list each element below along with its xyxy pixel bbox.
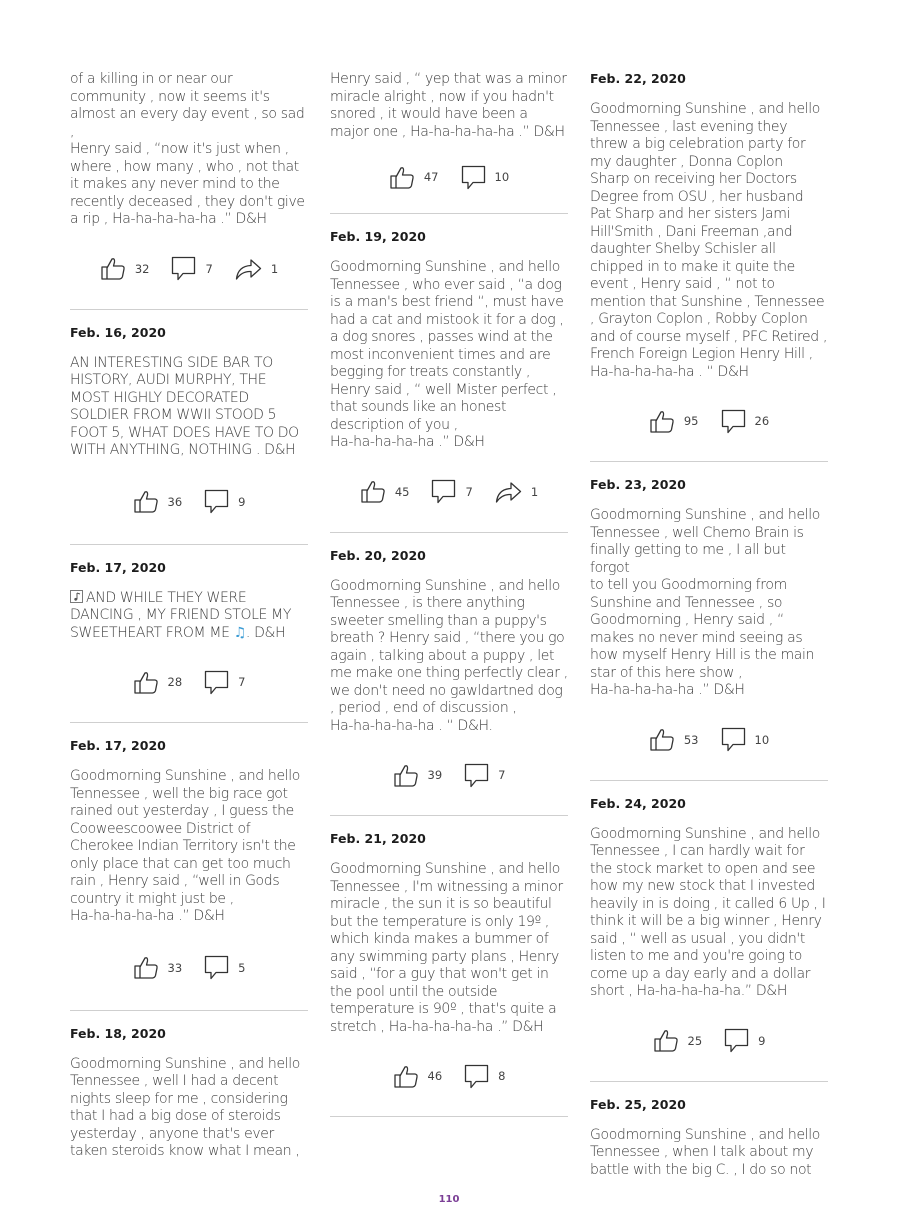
reaction-bar [330,735,568,815]
comment-stat[interactable] [464,1064,505,1089]
post-text: Henry said , “ yep that was a minor miracle alright , now if you hadn't snored , it would have been a major one , Ha-ha-ha-ha-ha .” D&H [330,71,567,140]
comment-count: 7 [238,675,246,689]
post-text: Goodmorning Sunshine , and hello Tennessee , who ever said , “a dog is a man's best friend “, must have had a cat and mistook it for a dog , a dog snores , passes wind at the most inconvenient times and are begging for treats constantly , Henry said , “ well Mister perfect , that sounds like an honest description of you , Ha-ha-ha-ha-ha .” D&H [330,259,564,450]
comment-bubble-icon[interactable] [721,409,746,434]
share-stat[interactable] [235,257,278,281]
post [70,325,308,545]
thumbs-up-icon[interactable] [133,670,159,695]
comment-stat[interactable] [464,763,505,788]
like-stat[interactable] [393,1064,443,1089]
comment-count: 10 [754,732,770,747]
comment-count: 5 [238,960,246,975]
comment-stat[interactable] [171,256,212,281]
thumbs-up-icon[interactable] [133,955,159,980]
like-count: 95 [683,414,699,428]
post-date: Feb. 17, 2020 [70,559,166,575]
comment-bubble-icon[interactable] [204,955,229,980]
thumbs-up-icon[interactable] [653,1028,679,1053]
post-date: Feb. 19, 2020 [330,229,426,244]
like-stat[interactable] [133,670,183,695]
like-count: 45 [394,484,410,499]
comment-stat[interactable] [721,409,770,434]
post [330,71,568,214]
divider [330,815,568,816]
post-date: Feb. 25, 2020 [590,1096,686,1112]
like-stat[interactable] [393,763,443,788]
reaction-bar [330,141,568,213]
post-date: Feb. 20, 2020 [330,547,426,563]
thumbs-up-icon[interactable] [649,409,675,434]
post-text: of a killing in or near our community , now it seems it's almost an every day event , so sad , Henry said , “now it's just when , where , how many , who , not that it makes any never mind to the recently deceased , they don't give a rip , Ha-ha-ha-ha-ha .” D&H [70,71,305,227]
comment-count: 9 [758,1033,766,1048]
post [330,548,568,817]
like-count: 25 [687,1033,703,1048]
post-text-end: . D&H [245,624,286,641]
post-date: Feb. 18, 2020 [70,1025,166,1041]
share-arrow-icon[interactable] [235,257,262,281]
comment-count: 7 [498,768,506,782]
post [330,831,568,1117]
share-stat[interactable] [495,480,538,504]
like-stat[interactable] [653,1028,703,1053]
reaction-bar [330,452,568,532]
post [590,477,828,781]
share-arrow-icon[interactable] [495,480,522,504]
like-stat[interactable] [649,409,699,434]
like-count: 53 [683,732,699,747]
post [70,738,308,1011]
post-text [70,590,308,643]
like-count: 32 [134,261,150,276]
post-text: Goodmorning Sunshine , and hello Tennessee , when I talk about my battle with the big C. , I do so not [590,1126,821,1178]
comment-count: 26 [754,414,770,428]
comment-stat[interactable] [204,670,245,695]
music-note-icon: ♫ [233,624,246,641]
like-count: 46 [427,1069,443,1083]
thumbs-up-icon[interactable] [360,479,386,504]
comment-stat[interactable] [721,727,770,752]
divider [330,213,568,214]
like-stat[interactable] [389,165,439,190]
column-2 [330,60,568,1117]
like-count: 28 [167,675,183,689]
thumbs-up-icon[interactable] [649,727,675,752]
comment-stat[interactable] [204,955,245,980]
post [330,229,568,533]
comment-count: 7 [465,484,473,499]
post-text: AN INTERESTING SIDE BAR TO HISTORY, AUDI MURPHY, THE MOST HIGHLY DECORATED SOLDIER FROM WWII STOOD 5 FOOT 5, WHAT DOES HAVE TO DO WITH ANYTHING, NOTHING . D&H [70,354,299,458]
reaction-bar [590,381,828,461]
comment-bubble-icon[interactable] [171,256,196,281]
reaction-bar [330,1036,568,1116]
column-3 [590,60,828,1179]
comment-stat[interactable] [431,479,472,504]
post-date: Feb. 21, 2020 [330,831,426,846]
thumbs-up-icon[interactable] [393,1064,419,1089]
page-number: 110 [438,1194,460,1205]
like-stat[interactable] [133,955,183,980]
post-date: Feb. 24, 2020 [590,795,686,811]
post [70,71,308,310]
comment-bubble-icon[interactable] [464,763,489,788]
comment-count: 10 [494,170,510,184]
post-text: Goodmorning Sunshine , and hello Tennessee , well Chemo Brain is finally getting to me , I all but forgot to tell you Goodmorning from Sunshine and Tennessee , so Goodmorning , Henry said , “ makes no never mind seeing as how myself Henry Hill is the main star of this here show , Ha-ha-ha-ha-ha .” D&H [590,507,821,698]
comment-bubble-icon[interactable] [204,489,229,514]
post [590,71,828,462]
divider [70,309,308,310]
reaction-bar [70,229,308,309]
reaction-bar [590,1001,828,1081]
comment-stat[interactable] [724,1028,765,1053]
like-stat[interactable] [360,479,410,504]
divider [590,461,828,462]
post-date: Feb. 22, 2020 [590,71,686,86]
post-text: Goodmorning Sunshine , and hello Tennessee , I'm witnessing a minor miracle , the sun it is so beautiful but the temperature is only 19º , which kinda makes a bummer of any swimming party plans , Henry said , “for a guy that won't get in the pool until the outside temperature is 90º , that's quite a stretch , Ha-ha-ha-ha-ha .” D&H [330,861,563,1035]
reaction-bar [590,700,828,780]
musical-score-icon [70,590,83,603]
post-text-body: AND WHILE THEY WERE DANCING , MY FRIEND STOLE MY SWEETHEART FROM ME [70,589,292,641]
post-text: Goodmorning Sunshine , and hello Tennessee , well the big race got rained out yesterday , I guess the Cooweescoowee District of Cherokee Indian Territory isn't the only place that can get too much rain , Henry said , “well in Gods country it might just be , Ha-ha-ha-ha-ha .” D&H [70,768,301,924]
thumbs-up-icon[interactable] [133,489,159,514]
like-count: 33 [167,960,183,975]
divider [330,1116,568,1117]
share-count: 1 [530,484,539,499]
divider [590,1081,828,1082]
like-stat[interactable] [100,256,150,281]
post-text: Goodmorning Sunshine , and hello Tennessee , last evening they threw a big celebration party for my daughter , Donna Coplon Sharp on receiving her Doctors Degree from OSU , her husband Pat Sharp and her sisters Jami Hill'Smith , Dani Freeman ,and daughter Shelby Schisler all chipped in to make it quite the event , Henry said , “ not to mention that Sunshine , Tennessee , Grayton Coplon , Robby Coplon and of course myself , PFC Retired , French Foreign Legion Henry Hill , Ha-ha-ha-ha-ha . “ D&H [590,101,828,380]
post-text: Goodmorning Sunshine , and hello Tennessee , well I had a decent nights sleep for me , considering that I had a big dose of steroids yesterday , anyone that's ever taken steroids know what I mean , [70,1055,301,1159]
divider [70,722,308,723]
divider [70,1010,308,1011]
post [70,560,308,724]
post [70,1026,308,1161]
comment-count: 7 [205,261,213,276]
comment-bubble-icon[interactable] [204,670,229,695]
share-count: 1 [270,261,279,276]
thumbs-up-icon[interactable] [389,165,415,190]
post-date: Feb. 23, 2020 [590,477,686,492]
comment-count: 8 [498,1069,506,1083]
comment-stat[interactable] [204,489,245,514]
like-stat[interactable] [133,489,183,514]
like-count: 36 [167,494,183,509]
comment-bubble-icon[interactable] [464,1064,489,1089]
comment-bubble-icon[interactable] [724,1028,749,1053]
like-stat[interactable] [649,727,699,752]
comment-bubble-icon[interactable] [721,727,746,752]
like-count: 47 [423,170,439,184]
thumbs-up-icon[interactable] [100,256,126,281]
comment-stat[interactable] [461,165,510,190]
post [590,796,828,1082]
comment-bubble-icon[interactable] [461,165,486,190]
comment-bubble-icon[interactable] [431,479,456,504]
reaction-bar [70,926,308,1010]
divider [330,532,568,533]
divider [70,544,308,545]
column-1 [70,60,308,1161]
post-date: Feb. 16, 2020 [70,324,166,340]
thumbs-up-icon[interactable] [393,763,419,788]
reaction-bar [70,460,308,544]
post-text: Goodmorning Sunshine , and hello Tennessee , is there anything sweeter smelling than a puppy's breath ? Henry said , “there you go again , talking about a puppy , let me make one thing perfectly clear , we don't need no gawldartned dog , period , end of discussion , Ha-ha-ha-ha-ha . “ D&H. [330,577,568,734]
like-count: 39 [427,768,443,782]
divider [590,780,828,781]
post [590,1097,828,1180]
comment-count: 9 [238,494,246,509]
post-text: Goodmorning Sunshine , and hello Tennessee , I can hardly wait for the stock market to open and see how my new stock that I invested heavily in is doing , it called 6 Up , I think it will be a big winner , Henry said , “ well as usual , you didn't listen to me and you're going to come up a day early and a dollar short , Ha-ha-ha-ha-ha.” D&H [590,825,826,999]
post-date: Feb. 17, 2020 [70,738,166,753]
reaction-bar [70,642,308,722]
